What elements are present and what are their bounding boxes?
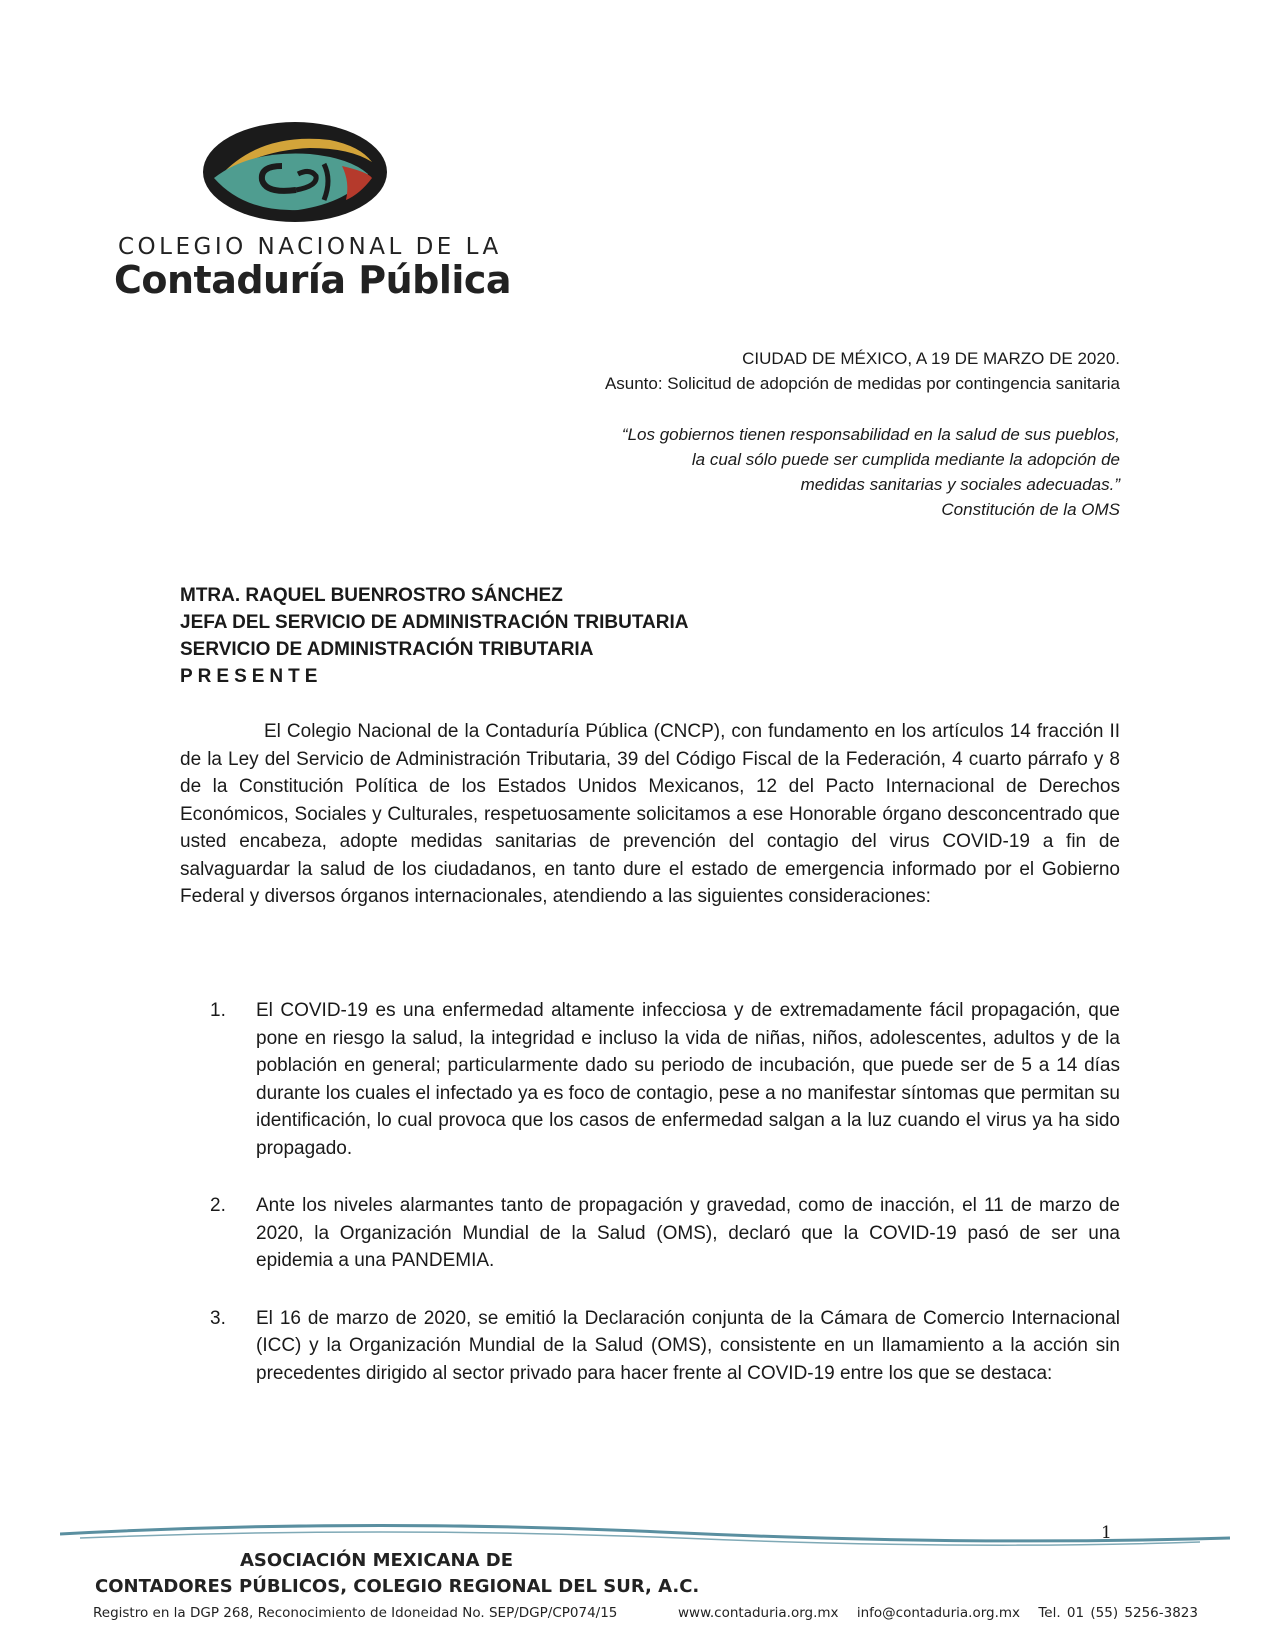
recipient-position: JEFA DEL SERVICIO DE ADMINISTRACIÓN TRIBUTARIA: [180, 612, 689, 633]
footer-wave-divider: [60, 1520, 1230, 1560]
page-number: 1: [1101, 1523, 1112, 1543]
org-name-line2: Contaduría Pública: [114, 258, 512, 302]
footer-phone: Tel. 01 (55) 5256-3823: [1038, 1605, 1198, 1621]
epigraph-line: medidas sanitarias y sociales adecuadas.”: [800, 475, 1120, 494]
considerations-list: [210, 997, 1120, 1417]
salutation: PRESENTE: [180, 666, 323, 687]
recipient-block: [180, 582, 688, 690]
epigraph-source: Constitución de la OMS: [941, 500, 1120, 519]
recipient-name: MTRA. RAQUEL BUENROSTRO SÁNCHEZ: [180, 585, 563, 606]
list-item-text: El 16 de marzo de 2020, se emitió la Declaración conjunta de la Cámara de Comercio Internacional (ICC) y la Organización Mundial de la Salud (OMS), consistente en un llamamiento a la acción sin precedentes dirigido al sector privado para hacer frente al COVID-19 entre los que se destaca:: [256, 1307, 1120, 1384]
footer-website-link[interactable]: www.contaduria.org.mx: [678, 1605, 839, 1621]
list-item-text: Ante los niveles alarmantes tanto de propagación y gravedad, como de inacción, el 11 de marzo de 2020, la Organización Mundial de la Salud (OMS), declaró que la COVID-19 pasó de ser una epidemia a una PANDEMIA.: [256, 1195, 1120, 1271]
footer-email-link[interactable]: info@contaduria.org.mx: [856, 1605, 1021, 1621]
list-item: [210, 997, 1120, 1162]
footer-registration: Registro en la DGP 268, Reconocimiento de Idoneidad No. SEP/DGP/CP074/15: [93, 1605, 618, 1621]
footer-contact: [678, 1605, 1210, 1621]
epigraph: [622, 422, 1120, 522]
letter-date: CIUDAD DE MÉXICO, A 19 DE MARZO DE 2020.: [742, 349, 1120, 368]
recipient-agency: SERVICIO DE ADMINISTRACIÓN TRIBUTARIA: [180, 639, 594, 660]
letter-subject: Asunto: Solicitud de adopción de medidas por contingencia sanitaria: [604, 374, 1120, 393]
stylized-eye-logo-icon: [200, 118, 390, 226]
list-item-number: 2.: [210, 1195, 226, 1216]
intro-paragraph: El Colegio Nacional de la Contaduría Pública (CNCP), con fundamento en los artículos 14 fracción II de la Ley del Servicio de Administración Tributaria, 39 del Código Fiscal de la Federación, 4 cuarto párrafo y 8 de la Constitución Política de los Estados Unidos Mexicanos, 12 del Pacto Internacional de Derechos Económicos, Sociales y Culturales, respetuosamente solicitamos a ese Honorable órgano desconcentrado que usted encabeza, adopte medidas sanitarias de prevención del contagio del virus COVID-19 a fin de salvaguardar la salud de los ciudadanos, en tanto dure el estado de emergencia informado por el Gobierno Federal y diversos órganos internacionales, atendiendo a las siguientes consideraciones:: [180, 721, 1120, 907]
footer-association-line1: ASOCIACIÓN MEXICANA DE: [240, 1550, 513, 1571]
epigraph-line: la cual sólo puede ser cumplida mediante la adopción de: [691, 450, 1120, 469]
list-item: [210, 1192, 1120, 1275]
list-item-text: El COVID-19 es una enfermedad altamente infecciosa y de extremadamente fácil propagación, que pone en riesgo la salud, la integridad e incluso la vida de niñas, niños, adolescentes, adultos y de la población en general; particularmente dado su periodo de incubación, que puede ser de 5 a 14 días durante los cuales el infectado ya es foco de contagio, pese a no manifestar síntomas que permitan su identificación, lo cual provoca que los casos de enfermedad salgan a la luz cuando el virus ya ha sido propagado.: [256, 1000, 1120, 1159]
epigraph-line: “Los gobiernos tienen responsabilidad en la salud de sus pueblos,: [621, 425, 1120, 444]
footer-association-line2: CONTADORES PÚBLICOS, COLEGIO REGIONAL DEL SUR, A.C.: [95, 1576, 700, 1597]
list-item-number: 1.: [210, 1000, 226, 1021]
org-name-line1: COLEGIO NACIONAL DE LA: [118, 234, 502, 260]
list-item: [210, 1305, 1120, 1388]
list-item-number: 3.: [210, 1307, 226, 1329]
